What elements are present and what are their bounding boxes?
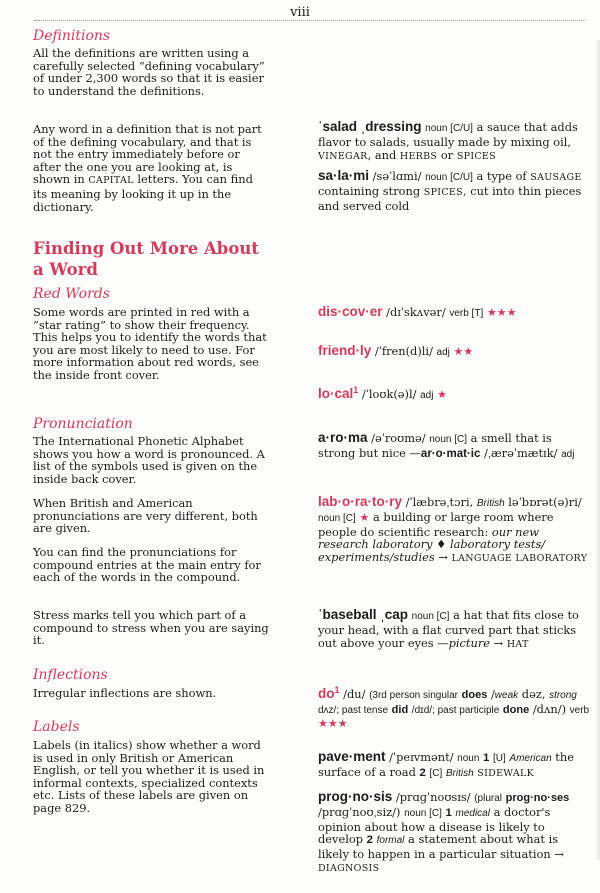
- entry-do: $do^1$ /du/ (3rd person singular does /weak dəz, strong dʌz/; past tense did /dɪd/; past participle done /dʌn/) verb ★★★: [318, 685, 590, 731]
- headword: sa·la·mi: [318, 168, 370, 183]
- red-words-heading: Red Words: [33, 286, 110, 302]
- red-words-paragraph: Some words are printed in red with a “star rating” to show their frequency. This helps you to identify the words that you are most likely to need to use. For more information about red words, see the inside front cover.: [33, 305, 267, 382]
- entry-salami: sa·la·mi /səˈlɑmi/ noun [C/U] a type of SAUSAGE containing strong SPICES, cut into thin pieces and served cold: [318, 168, 582, 213]
- pronunciation-paragraph-1: The International Phonetic Alphabet shows you how a word is pronounced. A list of the symbols used is given on the inside back cover.: [33, 434, 265, 486]
- entry-aroma: a·ro·ma /əˈroʊmə/ noun [C] a smell that is strong but nice —ar·o·mat·ic /ˌærəˈmætɪk/ adj: [318, 430, 575, 460]
- headword: ˈsalad ˌdressing: [318, 119, 422, 134]
- headword: dis·cov·er: [318, 304, 383, 319]
- inflections-paragraph: Irregular inflections are shown.: [33, 686, 217, 700]
- entry-friendly: friend·ly /ˈfren(d)li/ adj ★★: [318, 343, 474, 358]
- entry-salad-dressing: ˈsalad ˌdressing noun [C/U] a sauce that adds flavor to salads, usually made by mixing oil, VINEGAR, and HERBS or SPICES: [318, 119, 578, 162]
- inflections-heading: Inflections: [33, 667, 108, 683]
- headword: a·ro·ma: [318, 430, 368, 445]
- pronunciation-paragraph-3: You can find the pronunciations for compound entries at the main entry for each of the words in the compound.: [33, 545, 261, 585]
- entry-laboratory: lab·o·ra·to·ry /ˈlæbrəˌtɔri, British ləˈbɒrət(ə)ri/ noun [C] ★ a building or large room where people do scientific research: our new research laboratory ♦ laboratory tests/ experiments/studies → LANGUAGE LABORATORY: [318, 494, 588, 565]
- definitions-heading: Definitions: [33, 28, 111, 44]
- frequency-stars: ★★★: [318, 717, 348, 731]
- headword: lo·cal: [318, 385, 354, 401]
- page-shadow: [595, 40, 600, 860]
- frequency-stars: ★★★: [486, 306, 517, 319]
- header-rule: [34, 20, 586, 21]
- frequency-stars: ★: [359, 510, 370, 524]
- entry-baseball-cap: ˈbaseball ˌcap noun [C] a hat that fits close to your head, with a flat curved part that sticks out above your eyes —picture → HAT: [318, 607, 579, 650]
- entry-pavement: pave·ment /ˈpeɪvmənt/ noun 1 [U] American the surface of a road 2 [C] British SIDEWALK: [318, 749, 574, 779]
- section-title: Finding Out More About a Word: [33, 239, 259, 279]
- pronunciation-heading: Pronunciation: [33, 416, 133, 432]
- headword: friend·ly: [318, 343, 372, 358]
- headword: prog·no·sis: [318, 789, 393, 804]
- frequency-stars: ★: [437, 387, 447, 401]
- labels-paragraph: Labels (in italics) show whether a word is used in only British or American English, or tell you whether it is used in informal contexts, specialized contexts etc. Lists of these labels are given on page 829.: [33, 738, 265, 815]
- labels-heading: Labels: [33, 719, 80, 735]
- entry-discover: dis·cov·er /dɪˈskʌvər/ verb [T] ★★★: [318, 304, 517, 319]
- headword: lab·o·ra·to·ry: [318, 494, 402, 509]
- entry-prognosis: prog·no·sis /prɑɡˈnoʊsɪs/ (plural prog·no·ses /prɑɡˈnoʊˌsiz/) noun [C] 1 medical a doctor's opinion about how a disease is likely to develop 2 formal a statement about what is likely to happen in a particular situation → DIAGNOSIS: [318, 789, 570, 874]
- frequency-stars: ★★: [453, 345, 474, 358]
- headword: ˈbaseball ˌcap: [318, 607, 409, 622]
- pronunciation-paragraph-4: Stress marks tell you which part of a compound to stress when you are saying it.: [33, 608, 269, 648]
- pronunciation-paragraph-2: When British and American pronunciations are very different, both are given.: [33, 496, 258, 536]
- definitions-paragraph-1: All the definitions are written using a carefully selected “defining vocabulary” of under 2,300 words so that it is easier to understand the definitions.: [33, 46, 265, 98]
- headword: do: [318, 685, 335, 701]
- definitions-paragraph-2: Any word in a definition that is not part of the defining vocabulary, and that is not the entry immediately before or after the one you are looking at, is shown in CAPITAL letters. You can find its meaning by looking it up in the dictionary.: [33, 122, 262, 214]
- page-number: viii: [290, 5, 310, 20]
- entry-local: lo·cal$^1$ /ˈloʊk(ə)l/ adj ★: [318, 385, 447, 401]
- headword: pave·ment: [318, 749, 386, 764]
